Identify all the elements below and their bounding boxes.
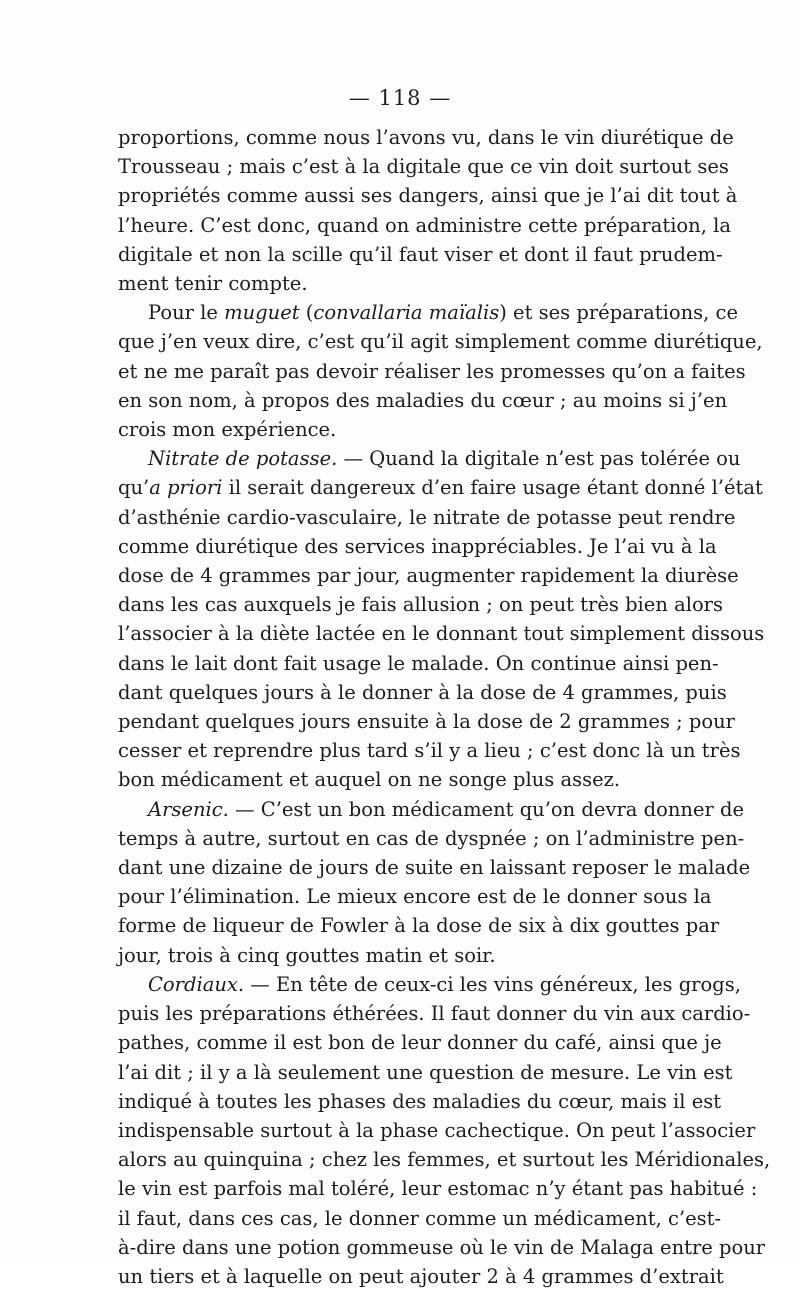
text-line: et ne me paraît pas devoir réaliser les promesses qu’on a faites <box>118 359 746 383</box>
text-line: dant une dizaine de jours de suite en laissant reposer le malade <box>118 856 751 880</box>
paragraph <box>118 298 763 444</box>
text-line: Arsenic. — C’est un bon médicament qu’on devra donner de <box>148 797 745 821</box>
text-line: l’heure. C’est donc, quand on administre cette préparation, la <box>118 213 731 237</box>
text-line: dans les cas auxquels je fais allusion ; on peut très bien alors <box>118 593 724 617</box>
text-line: jour, trois à cinq gouttes matin et soir. <box>118 943 496 967</box>
text-line: pendant quelques jours ensuite à la dose de 2 grammes ; pour <box>118 710 735 734</box>
text-line: dose de 4 grammes par jour, augmenter rapidement la diurèse <box>118 564 739 588</box>
text-line: Nitrate de potasse. — Quand la digitale n’est pas tolérée ou <box>148 447 741 471</box>
text-line: ment tenir compte. <box>118 272 308 296</box>
text-line: dans le lait dont fait usage le malade. On continue ainsi pen- <box>118 651 719 675</box>
text-line: le vin est parfois mal toléré, leur estomac n’y étant pas habitué : <box>118 1177 758 1201</box>
text-line: Pour le muguet (convallaria maïalis) et ses préparations, ce <box>148 301 738 325</box>
paragraph <box>118 444 765 794</box>
text-line: indiqué à toutes les phases des maladies du cœur, mais il est <box>118 1089 722 1113</box>
text-line: alors au quinquina ; chez les femmes, et surtout les Méridionales, <box>118 1148 771 1172</box>
text-line: digitale et non la scille qu’il faut viser et dont il faut prudem- <box>118 242 723 266</box>
text-line: crois mon expérience. <box>118 418 337 442</box>
text-line: d’asthénie cardio-vasculaire, le nitrate de potasse peut rendre <box>118 505 736 529</box>
text-line: indispensable surtout à la phase cachectique. On peut l’associer <box>118 1118 756 1142</box>
text-line: l’associer à la diète lactée en le donnant tout simplement dissous <box>118 622 765 646</box>
text-line: pathes, comme il est bon de leur donner du café, ainsi que je <box>118 1031 722 1055</box>
text-line: Trousseau ; mais c’est à la digitale que ce vin doit surtout ses <box>118 155 729 179</box>
text-line: que j’en veux dire, c’est qu’il agit simplement comme diurétique, <box>118 330 763 354</box>
text-line: à-dire dans une potion gommeuse où le vin de Malaga entre pour <box>118 1235 766 1259</box>
text-line: proportions, comme nous l’avons vu, dans le vin diurétique de <box>118 126 734 149</box>
text-line: bon médicament et auquel on ne songe plus assez. <box>118 768 621 792</box>
text-line: un tiers et à laquelle on peut ajouter 2 à 4 grammes d’extrait <box>118 1264 724 1288</box>
text-line: pour l’élimination. Le mieux encore est de le donner sous la <box>118 885 712 909</box>
text-line: dant quelques jours à le donner à la dose de 4 grammes, puis <box>118 680 727 704</box>
page-number: — 118 — <box>348 86 452 110</box>
text-line: qu’a priori il serait dangereux d’en faire usage étant donné l’état <box>118 476 763 500</box>
paragraph <box>118 123 738 298</box>
text-line: l’ai dit ; il y a là seulement une question de mesure. Le vin est <box>118 1060 733 1084</box>
text-line: il faut, dans ces cas, le donner comme un médicament, c’est- <box>118 1206 722 1230</box>
body-text <box>118 123 771 1291</box>
text-line: comme diurétique des services inappréciables. Je l’ai vu à la <box>118 534 717 558</box>
paragraph <box>118 795 751 970</box>
text-line: puis les préparations éthérées. Il faut donner du vin aux cardio- <box>118 1002 751 1026</box>
text-line: en son nom, à propos des maladies du cœur ; au moins si j’en <box>118 388 728 412</box>
text-line: propriétés comme aussi ses dangers, ainsi que je l’ai dit tout à <box>118 184 738 208</box>
text-line: Cordiaux. — En tête de ceux-ci les vins généreux, les grogs, <box>148 972 741 996</box>
text-line: temps à autre, surtout en cas de dyspnée ; on l’administre pen- <box>118 826 745 850</box>
paragraph <box>118 970 771 1291</box>
text-line: cesser et reprendre plus tard s’il y a lieu ; c’est donc là un très <box>118 739 741 763</box>
text-line: forme de liqueur de Fowler à la dose de six à dix gouttes par <box>118 914 720 938</box>
